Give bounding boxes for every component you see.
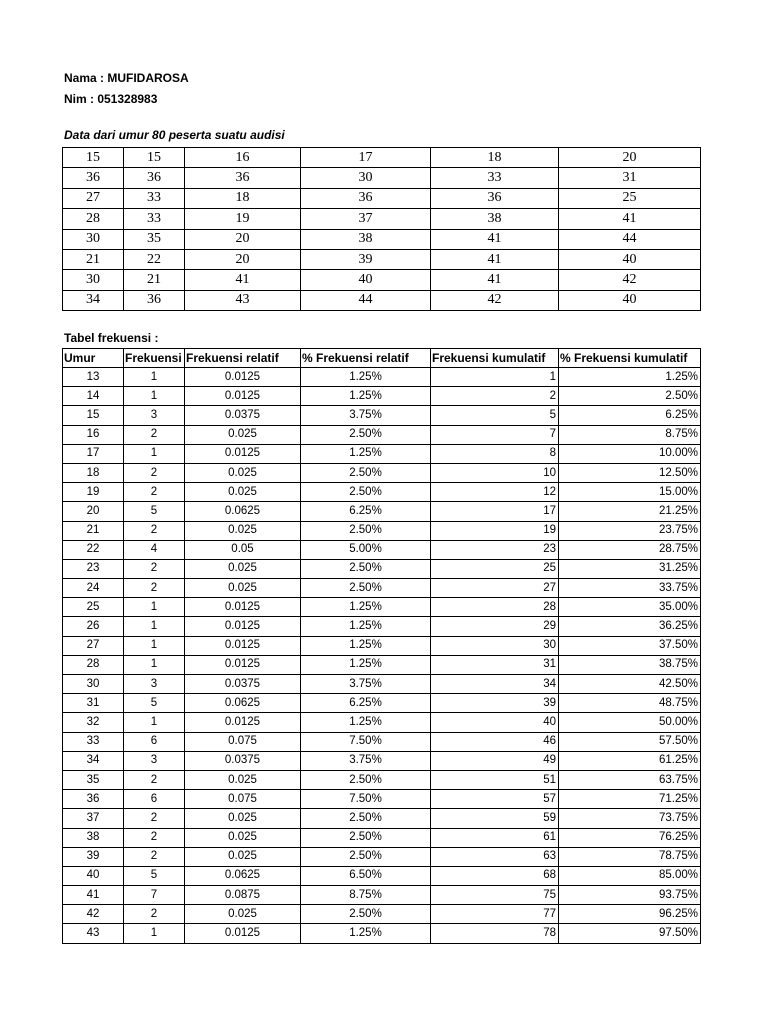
frekuensi-cell: 1 [124,655,185,674]
table-row [63,483,701,502]
persen-frekuensi-relatif-cell: 7.50% [301,732,431,751]
persen-frekuensi-kumulatif-cell: 6.25% [559,406,701,425]
umur-cell: 43 [63,924,124,943]
raw-data-cell: 18 [431,148,559,168]
persen-frekuensi-relatif-cell: 6.25% [301,694,431,713]
raw-data-cell: 40 [559,290,701,310]
table-row [63,828,701,847]
student-id: Nim : 051328983 [64,92,158,106]
persen-frekuensi-relatif-cell: 2.50% [301,579,431,598]
persen-frekuensi-relatif-cell: 8.75% [301,886,431,905]
frekuensi-cell: 1 [124,713,185,732]
column-header: Frekuensi relatif [185,349,301,368]
raw-data-cell: 35 [124,229,185,249]
frekuensi-cell: 5 [124,866,185,885]
persen-frekuensi-relatif-cell: 3.75% [301,675,431,694]
raw-data-cell: 31 [559,168,701,188]
raw-data-cell: 18 [185,188,301,208]
umur-cell: 13 [63,368,124,387]
frekuensi-relatif-cell: 0.0375 [185,751,301,770]
frekuensi-cell: 7 [124,886,185,905]
raw-data-cell: 15 [63,148,124,168]
raw-data-cell: 44 [301,290,431,310]
frekuensi-relatif-cell: 0.0125 [185,387,301,406]
persen-frekuensi-kumulatif-cell: 42.50% [559,675,701,694]
persen-frekuensi-relatif-cell: 2.50% [301,521,431,540]
umur-cell: 32 [63,713,124,732]
umur-cell: 41 [63,886,124,905]
frekuensi-kumulatif-cell: 31 [431,655,559,674]
umur-cell: 39 [63,847,124,866]
column-header: Frekuensi [124,349,185,368]
frekuensi-cell: 1 [124,368,185,387]
frekuensi-kumulatif-cell: 12 [431,483,559,502]
raw-data-cell: 41 [431,229,559,249]
umur-cell: 38 [63,828,124,847]
persen-frekuensi-relatif-cell: 2.50% [301,425,431,444]
umur-cell: 33 [63,732,124,751]
table-row [63,790,701,809]
persen-frekuensi-relatif-cell: 2.50% [301,828,431,847]
table-row [63,368,701,387]
frekuensi-cell: 6 [124,732,185,751]
frekuensi-kumulatif-cell: 27 [431,579,559,598]
frekuensi-kumulatif-cell: 23 [431,540,559,559]
persen-frekuensi-relatif-cell: 2.50% [301,559,431,578]
persen-frekuensi-relatif-cell: 1.25% [301,598,431,617]
umur-cell: 23 [63,559,124,578]
table-row [63,675,701,694]
persen-frekuensi-kumulatif-cell: 10.00% [559,444,701,463]
raw-data-row [63,270,701,290]
frekuensi-cell: 1 [124,617,185,636]
frekuensi-relatif-cell: 0.025 [185,809,301,828]
raw-data-cell: 28 [63,209,124,229]
persen-frekuensi-kumulatif-cell: 23.75% [559,521,701,540]
frekuensi-cell: 2 [124,828,185,847]
frekuensi-cell: 5 [124,694,185,713]
persen-frekuensi-kumulatif-cell: 15.00% [559,483,701,502]
table-row [63,521,701,540]
persen-frekuensi-relatif-cell: 1.25% [301,387,431,406]
table-row [63,579,701,598]
frekuensi-kumulatif-cell: 5 [431,406,559,425]
table-row [63,809,701,828]
frekuensi-kumulatif-cell: 7 [431,425,559,444]
raw-data-cell: 41 [559,209,701,229]
persen-frekuensi-kumulatif-cell: 2.50% [559,387,701,406]
frekuensi-relatif-cell: 0.025 [185,770,301,789]
persen-frekuensi-relatif-cell: 1.25% [301,636,431,655]
frekuensi-kumulatif-cell: 46 [431,732,559,751]
frekuensi-kumulatif-cell: 1 [431,368,559,387]
frekuensi-relatif-cell: 0.025 [185,828,301,847]
umur-cell: 19 [63,483,124,502]
persen-frekuensi-relatif-cell: 2.50% [301,847,431,866]
raw-data-cell: 36 [124,290,185,310]
frekuensi-relatif-cell: 0.075 [185,790,301,809]
raw-data-cell: 25 [559,188,701,208]
raw-data-row [63,249,701,269]
umur-cell: 37 [63,809,124,828]
table-row [63,406,701,425]
frekuensi-kumulatif-cell: 25 [431,559,559,578]
raw-data-cell: 36 [301,188,431,208]
table-row [63,387,701,406]
frekuensi-kumulatif-cell: 40 [431,713,559,732]
frekuensi-relatif-cell: 0.025 [185,905,301,924]
umur-cell: 15 [63,406,124,425]
raw-data-cell: 21 [124,270,185,290]
raw-data-cell: 34 [63,290,124,310]
raw-data-row [63,168,701,188]
raw-data-cell: 30 [63,270,124,290]
table-row [63,559,701,578]
raw-data-cell: 27 [63,188,124,208]
raw-data-cell: 38 [431,209,559,229]
frekuensi-cell: 2 [124,483,185,502]
raw-data-cell: 20 [559,148,701,168]
frekuensi-relatif-cell: 0.025 [185,483,301,502]
frekuensi-cell: 1 [124,387,185,406]
table-row [63,905,701,924]
frekuensi-relatif-cell: 0.0125 [185,713,301,732]
umur-cell: 27 [63,636,124,655]
umur-cell: 34 [63,751,124,770]
table-row [63,866,701,885]
persen-frekuensi-kumulatif-cell: 35.00% [559,598,701,617]
umur-cell: 20 [63,502,124,521]
student-name: Nama : MUFIDAROSA [64,71,189,85]
table-row [63,694,701,713]
frekuensi-cell: 2 [124,905,185,924]
umur-cell: 18 [63,463,124,482]
frekuensi-kumulatif-cell: 2 [431,387,559,406]
frekuensi-cell: 3 [124,675,185,694]
persen-frekuensi-relatif-cell: 1.25% [301,924,431,943]
frekuensi-relatif-cell: 0.0875 [185,886,301,905]
raw-data-cell: 37 [301,209,431,229]
frequency-table-header [63,349,701,368]
persen-frekuensi-kumulatif-cell: 1.25% [559,368,701,387]
frekuensi-relatif-cell: 0.0625 [185,694,301,713]
persen-frekuensi-relatif-cell: 2.50% [301,483,431,502]
persen-frekuensi-kumulatif-cell: 73.75% [559,809,701,828]
umur-cell: 24 [63,579,124,598]
raw-data-title: Data dari umur 80 peserta suatu audisi [64,128,285,142]
raw-data-cell: 17 [301,148,431,168]
raw-data-cell: 42 [431,290,559,310]
column-header: Frekuensi kumulatif [431,349,559,368]
umur-cell: 16 [63,425,124,444]
frekuensi-relatif-cell: 0.0125 [185,368,301,387]
frekuensi-relatif-cell: 0.075 [185,732,301,751]
raw-data-cell: 30 [301,168,431,188]
umur-cell: 17 [63,444,124,463]
frekuensi-relatif-cell: 0.0125 [185,655,301,674]
umur-cell: 25 [63,598,124,617]
frekuensi-relatif-cell: 0.025 [185,425,301,444]
frekuensi-kumulatif-cell: 63 [431,847,559,866]
table-row [63,732,701,751]
persen-frekuensi-relatif-cell: 3.75% [301,751,431,770]
frekuensi-cell: 1 [124,598,185,617]
table-row [63,540,701,559]
persen-frekuensi-relatif-cell: 2.50% [301,463,431,482]
frekuensi-kumulatif-cell: 28 [431,598,559,617]
raw-data-cell: 40 [301,270,431,290]
umur-cell: 42 [63,905,124,924]
frekuensi-cell: 2 [124,559,185,578]
persen-frekuensi-kumulatif-cell: 76.25% [559,828,701,847]
raw-data-cell: 36 [124,168,185,188]
table-row [63,636,701,655]
umur-cell: 14 [63,387,124,406]
frekuensi-relatif-cell: 0.025 [185,579,301,598]
umur-cell: 21 [63,521,124,540]
frekuensi-kumulatif-cell: 59 [431,809,559,828]
umur-cell: 31 [63,694,124,713]
persen-frekuensi-relatif-cell: 6.25% [301,502,431,521]
raw-data-cell: 21 [63,249,124,269]
persen-frekuensi-kumulatif-cell: 48.75% [559,694,701,713]
frekuensi-kumulatif-cell: 78 [431,924,559,943]
raw-data-table [62,147,701,311]
frekuensi-cell: 1 [124,444,185,463]
persen-frekuensi-relatif-cell: 6.50% [301,866,431,885]
table-row [63,847,701,866]
persen-frekuensi-kumulatif-cell: 61.25% [559,751,701,770]
table-row [63,713,701,732]
raw-data-cell: 39 [301,249,431,269]
table-row [63,770,701,789]
raw-data-cell: 44 [559,229,701,249]
frekuensi-relatif-cell: 0.025 [185,521,301,540]
persen-frekuensi-kumulatif-cell: 33.75% [559,579,701,598]
persen-frekuensi-kumulatif-cell: 78.75% [559,847,701,866]
persen-frekuensi-kumulatif-cell: 57.50% [559,732,701,751]
frekuensi-relatif-cell: 0.05 [185,540,301,559]
persen-frekuensi-kumulatif-cell: 28.75% [559,540,701,559]
persen-frekuensi-relatif-cell: 7.50% [301,790,431,809]
persen-frekuensi-kumulatif-cell: 21.25% [559,502,701,521]
frekuensi-relatif-cell: 0.0625 [185,866,301,885]
persen-frekuensi-relatif-cell: 3.75% [301,406,431,425]
frekuensi-kumulatif-cell: 57 [431,790,559,809]
raw-data-cell: 15 [124,148,185,168]
frekuensi-kumulatif-cell: 51 [431,770,559,789]
raw-data-cell: 22 [124,249,185,269]
frekuensi-kumulatif-cell: 61 [431,828,559,847]
frekuensi-relatif-cell: 0.025 [185,559,301,578]
raw-data-cell: 20 [185,249,301,269]
frekuensi-kumulatif-cell: 77 [431,905,559,924]
persen-frekuensi-relatif-cell: 5.00% [301,540,431,559]
column-header: % Frekuensi kumulatif [559,349,701,368]
table-row [63,886,701,905]
table-row [63,617,701,636]
persen-frekuensi-kumulatif-cell: 12.50% [559,463,701,482]
frekuensi-relatif-cell: 0.0375 [185,406,301,425]
frekuensi-cell: 3 [124,406,185,425]
umur-cell: 36 [63,790,124,809]
frekuensi-kumulatif-cell: 17 [431,502,559,521]
persen-frekuensi-kumulatif-cell: 38.75% [559,655,701,674]
frekuensi-kumulatif-cell: 75 [431,886,559,905]
frekuensi-relatif-cell: 0.0125 [185,444,301,463]
frequency-table [62,348,701,944]
raw-data-cell: 36 [185,168,301,188]
raw-data-row [63,229,701,249]
frekuensi-cell: 1 [124,636,185,655]
raw-data-row [63,290,701,310]
column-header: % Frekuensi relatif [301,349,431,368]
frekuensi-relatif-cell: 0.025 [185,847,301,866]
frekuensi-cell: 2 [124,579,185,598]
raw-data-cell: 41 [185,270,301,290]
raw-data-cell: 20 [185,229,301,249]
frekuensi-relatif-cell: 0.0375 [185,675,301,694]
frekuensi-relatif-cell: 0.025 [185,463,301,482]
frequency-table-title: Tabel frekuensi : [64,331,159,345]
frekuensi-kumulatif-cell: 39 [431,694,559,713]
raw-data-cell: 30 [63,229,124,249]
frekuensi-relatif-cell: 0.0125 [185,636,301,655]
frekuensi-cell: 2 [124,770,185,789]
frekuensi-relatif-cell: 0.0125 [185,598,301,617]
frekuensi-kumulatif-cell: 34 [431,675,559,694]
column-header: Umur [63,349,124,368]
frekuensi-relatif-cell: 0.0125 [185,617,301,636]
frekuensi-cell: 2 [124,847,185,866]
persen-frekuensi-relatif-cell: 1.25% [301,444,431,463]
frekuensi-cell: 1 [124,924,185,943]
table-row [63,425,701,444]
persen-frekuensi-kumulatif-cell: 71.25% [559,790,701,809]
table-row [63,655,701,674]
umur-cell: 40 [63,866,124,885]
frekuensi-kumulatif-cell: 8 [431,444,559,463]
raw-data-cell: 40 [559,249,701,269]
frekuensi-kumulatif-cell: 29 [431,617,559,636]
frekuensi-cell: 2 [124,809,185,828]
table-row [63,598,701,617]
raw-data-row [63,148,701,168]
persen-frekuensi-kumulatif-cell: 96.25% [559,905,701,924]
persen-frekuensi-kumulatif-cell: 37.50% [559,636,701,655]
umur-cell: 22 [63,540,124,559]
frekuensi-cell: 5 [124,502,185,521]
raw-data-cell: 19 [185,209,301,229]
frekuensi-cell: 2 [124,425,185,444]
raw-data-cell: 33 [431,168,559,188]
frekuensi-cell: 2 [124,463,185,482]
frekuensi-cell: 4 [124,540,185,559]
persen-frekuensi-kumulatif-cell: 31.25% [559,559,701,578]
persen-frekuensi-relatif-cell: 1.25% [301,368,431,387]
frekuensi-cell: 6 [124,790,185,809]
persen-frekuensi-relatif-cell: 1.25% [301,713,431,732]
raw-data-cell: 36 [63,168,124,188]
persen-frekuensi-relatif-cell: 1.25% [301,655,431,674]
raw-data-cell: 33 [124,209,185,229]
raw-data-cell: 41 [431,249,559,269]
frekuensi-cell: 2 [124,521,185,540]
persen-frekuensi-kumulatif-cell: 50.00% [559,713,701,732]
umur-cell: 35 [63,770,124,789]
persen-frekuensi-kumulatif-cell: 93.75% [559,886,701,905]
raw-data-cell: 43 [185,290,301,310]
persen-frekuensi-relatif-cell: 2.50% [301,770,431,789]
raw-data-cell: 41 [431,270,559,290]
frekuensi-kumulatif-cell: 10 [431,463,559,482]
table-row [63,463,701,482]
frekuensi-kumulatif-cell: 49 [431,751,559,770]
raw-data-cell: 38 [301,229,431,249]
persen-frekuensi-relatif-cell: 2.50% [301,905,431,924]
raw-data-row [63,209,701,229]
persen-frekuensi-relatif-cell: 1.25% [301,617,431,636]
persen-frekuensi-kumulatif-cell: 85.00% [559,866,701,885]
raw-data-cell: 36 [431,188,559,208]
persen-frekuensi-kumulatif-cell: 8.75% [559,425,701,444]
umur-cell: 30 [63,675,124,694]
persen-frekuensi-kumulatif-cell: 97.50% [559,924,701,943]
table-row [63,751,701,770]
frekuensi-kumulatif-cell: 30 [431,636,559,655]
frekuensi-kumulatif-cell: 19 [431,521,559,540]
table-row [63,444,701,463]
raw-data-row [63,188,701,208]
frekuensi-kumulatif-cell: 68 [431,866,559,885]
persen-frekuensi-relatif-cell: 2.50% [301,809,431,828]
table-row [63,502,701,521]
table-row [63,924,701,943]
raw-data-cell: 42 [559,270,701,290]
raw-data-cell: 16 [185,148,301,168]
frekuensi-relatif-cell: 0.0125 [185,924,301,943]
umur-cell: 28 [63,655,124,674]
frekuensi-relatif-cell: 0.0625 [185,502,301,521]
frekuensi-cell: 3 [124,751,185,770]
persen-frekuensi-kumulatif-cell: 63.75% [559,770,701,789]
persen-frekuensi-kumulatif-cell: 36.25% [559,617,701,636]
umur-cell: 26 [63,617,124,636]
raw-data-cell: 33 [124,188,185,208]
